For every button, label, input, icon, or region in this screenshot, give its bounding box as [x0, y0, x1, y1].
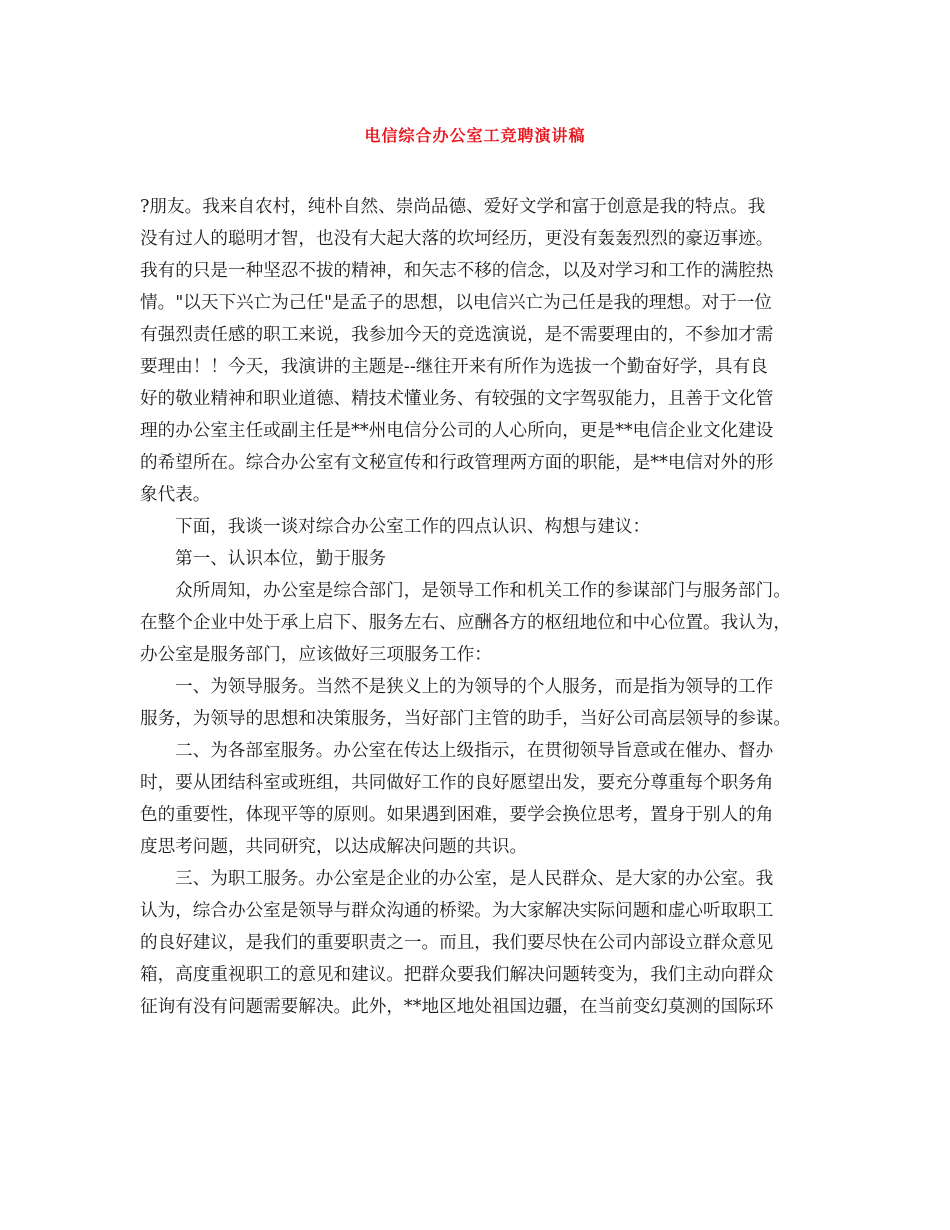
- document-title: 电信综合办公室工竞聘演讲稿: [364, 126, 586, 145]
- paragraph-line: [140, 959, 815, 991]
- paragraph-line: [140, 927, 815, 959]
- paragraph-line: [140, 255, 815, 287]
- line-text: 时，要从团结科室或班组，共同做好工作的良好愿望出发，要充分尊重每个职务角: [140, 773, 774, 793]
- paragraph-line: [140, 735, 815, 767]
- paragraph-line: [140, 223, 815, 255]
- paragraph-line: [140, 575, 815, 607]
- line-text: 第一、认识本位，勤于服务: [175, 549, 387, 569]
- paragraph-line: [140, 543, 815, 575]
- line-text: 好的敬业精神和职业道德、精技术懂业务、有较强的文字驾驭能力，且善于文化管: [140, 389, 774, 409]
- line-text: 有强烈责任感的职工来说，我参加今天的竞选演说，是不需要理由的，不参加才需: [140, 325, 774, 345]
- paragraph-line: [140, 479, 815, 511]
- line-text: ?朋友。我来自农村，纯朴自然、崇尚品德、爱好文学和富于创意是我的特点。我: [140, 197, 766, 217]
- paragraph-line: [140, 703, 815, 735]
- paragraph-line: [140, 287, 815, 319]
- line-text: 一、为领导服务。当然不是狭义上的为领导的个人服务，而是指为领导的工作: [175, 677, 774, 697]
- line-text: 没有过人的聪明才智，也没有大起大落的坎坷经历，更没有轰轰烈烈的豪迈事迹。: [140, 229, 774, 249]
- paragraph-line: [140, 415, 815, 447]
- line-text: 办公室是服务部门，应该做好三项服务工作：: [140, 645, 492, 665]
- paragraph-line: [140, 351, 815, 383]
- line-text: 的良好建议，是我们的重要职责之一。而且，我们要尽快在公司内部设立群众意见: [140, 933, 774, 953]
- line-text: 三、为职工服务。办公室是企业的办公室，是人民群众、是大家的办公室。我: [175, 869, 774, 889]
- line-text: 下面，我谈一谈对综合办公室工作的四点认识、构想与建议：: [175, 517, 651, 537]
- line-text: 象代表。: [140, 485, 211, 505]
- paragraph-line: [140, 383, 815, 415]
- line-text: 箱，高度重视职工的意见和建议。把群众要我们解决问题转变为，我们主动向群众: [140, 965, 774, 985]
- line-text: 度思考问题，共同研究，以达成解决问题的共识。: [140, 837, 528, 857]
- paragraph-line: [140, 799, 815, 831]
- line-text: 情。"以天下兴亡为己任"是孟子的思想，以电信兴亡为己任是我的理想。对于一位: [140, 293, 772, 313]
- paragraph-line: [140, 671, 815, 703]
- paragraph-line: [140, 895, 815, 927]
- line-text: 色的重要性，体现平等的原则。如果遇到困难，要学会换位思考，置身于别人的角: [140, 805, 774, 825]
- paragraph-line: [140, 319, 815, 351]
- paragraph-line: [140, 447, 815, 479]
- line-text: 征询有没有问题需要解决。此外，**地区地处祖国边疆，在当前变幻莫测的国际环: [140, 997, 774, 1017]
- line-text: 在整个企业中处于承上启下、服务左右、应酬各方的枢纽地位和中心位置。我认为，: [140, 613, 791, 633]
- line-text: 理的办公室主任或副主任是**州电信分公司的人心所向，更是**电信企业文化建设: [140, 421, 774, 441]
- line-text: 要理由！！今天，我演讲的主题是--继往开来有所作为选拔一个勤奋好学，具有良: [140, 357, 768, 377]
- line-text: 我有的只是一种坚忍不拔的精神，和矢志不移的信念，以及对学习和工作的满腔热: [140, 261, 774, 281]
- line-text: 众所周知，办公室是综合部门，是领导工作和机关工作的参谋部门与服务部门。: [175, 581, 791, 601]
- line-text: 服务，为领导的思想和决策服务，当好部门主管的助手，当好公司高层领导的参谋。: [140, 709, 791, 729]
- paragraph-line: [140, 831, 815, 863]
- paragraph-line: [140, 191, 815, 223]
- paragraph-line: [140, 607, 815, 639]
- paragraph-line: [140, 863, 815, 895]
- paragraph-line: [140, 991, 815, 1023]
- paragraph-line: [140, 767, 815, 799]
- line-text: 的希望所在。综合办公室有文秘宣传和行政管理两方面的职能，是**电信对外的形: [140, 453, 774, 473]
- paragraph-line: [140, 511, 815, 543]
- line-text: 二、为各部室服务。办公室在传达上级指示，在贯彻领导旨意或在催办、督办: [175, 741, 774, 761]
- line-text: 认为，综合办公室是领导与群众沟通的桥梁。为大家解决实际问题和虚心听取职工: [140, 901, 774, 921]
- paragraph-line: [140, 639, 815, 671]
- document-body: [140, 191, 815, 1023]
